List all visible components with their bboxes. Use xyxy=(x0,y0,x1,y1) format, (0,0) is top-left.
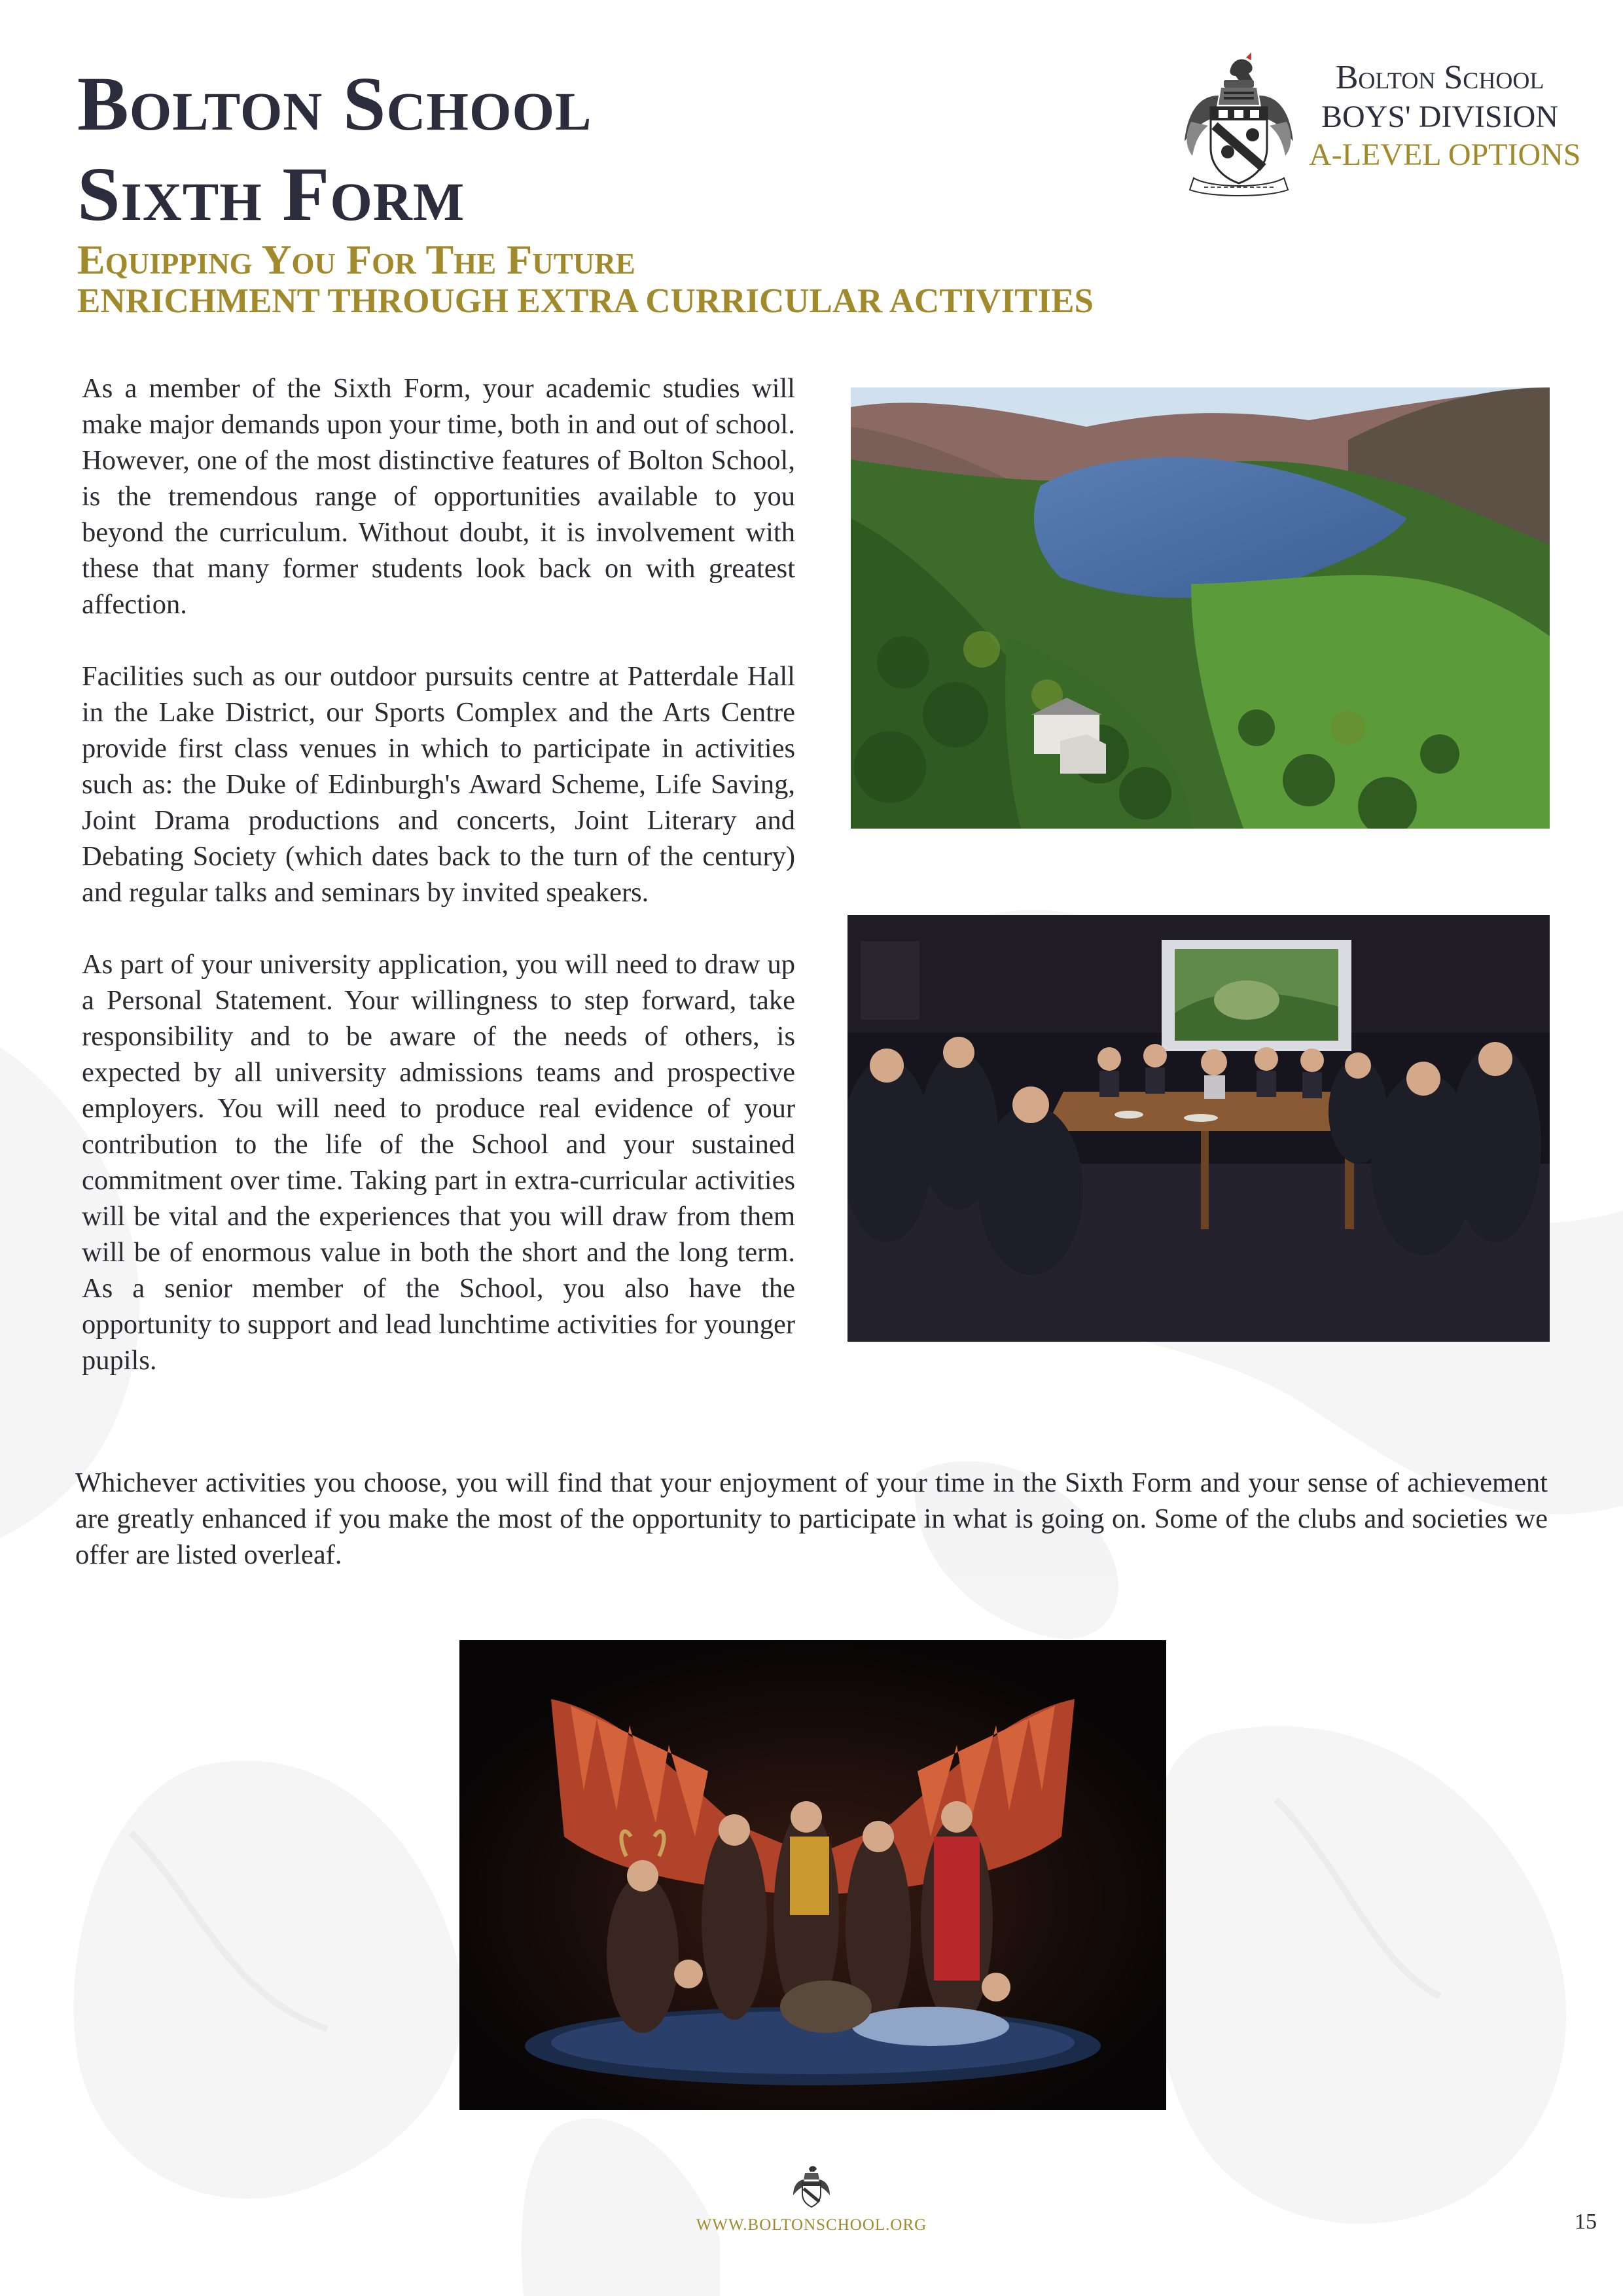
body-paragraph: Facilities such as our outdoor pursuits centre at Patterdale Hall in the Lake District, our Sports Complex and the Arts Centre provide first class venues in which to participate in activities such as: the Duke of Edinburgh's Award Scheme, Life Saving, Joint Drama productions and concerts, Joint Literary and Debating Society (which dates back to the turn of the century) and regular talks and seminars by invited speakers. xyxy=(82,661,795,908)
header-school-name: Bolton School xyxy=(1335,59,1544,96)
closing-paragraph: Whichever activities you choose, you will find that your enjoyment of your time in the Sixth Form and your sense of achievement are greatly enhanced if you make the most of the opportunity to participate in what is going on. Some of the clubs and societies we offer are listed overleaf. xyxy=(75,1467,1548,1570)
body-text-column xyxy=(82,370,795,1414)
footer-crest-icon xyxy=(792,2164,831,2210)
page-title-line1: Bolton School xyxy=(77,61,592,147)
page-title-line2: Sixth Form xyxy=(77,151,465,238)
page-title xyxy=(77,59,592,240)
body-paragraph: As part of your university application, you will need to draw up a Personal Statement. Your willingness to step forward, take responsibility and to be aware of the needs of others, is expected by all university admissions teams and prospective employers. You will need to produce real evidence of your contribution to the life of the School and your sustained commitment over time. Taking part in extra-curricular activities will be vital and the experiences that you will draw from them will be of enormous value in both the short and the long term. As a senior member of the School, you also have the opportunity to support and lead lunchtime activities for younger pupils. xyxy=(82,949,795,1376)
section-subheading: ENRICHMENT THROUGH EXTRA CURRICULAR ACTIVITIES xyxy=(77,282,1094,320)
header-options: A-LEVEL OPTIONS xyxy=(1309,137,1581,172)
footer-website-url: WWW.BOLTONSCHOOL.ORG xyxy=(696,2216,927,2234)
drama-production-photo xyxy=(459,1640,1166,2110)
section-heading: Equipping You For The Future xyxy=(77,236,635,283)
header-division: BOYS' DIVISION xyxy=(1321,99,1558,135)
lake-district-photo xyxy=(851,387,1550,829)
header-division-block xyxy=(1309,58,1581,174)
school-crest-icon xyxy=(1178,50,1300,198)
page-number: 15 xyxy=(1575,2210,1597,2234)
body-paragraph: As a member of the Sixth Form, your academic studies will make major demands upon your time, both in and out of school. However, one of the most distinctive features of Bolton School, is the tremendous range of opportunities available to you beyond the curriculum. Without doubt, it is involvement with these that many former students look back on with greatest affection. xyxy=(82,373,795,620)
debating-society-photo xyxy=(847,915,1550,1342)
